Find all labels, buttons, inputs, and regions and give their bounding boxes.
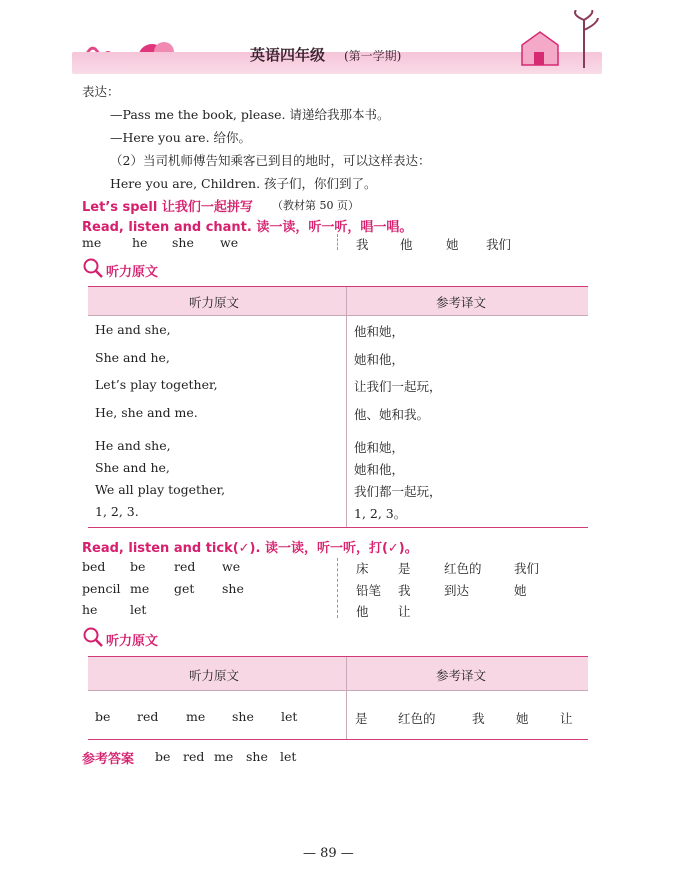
intro-line-4: （2）当司机师傅告知乘客已到目的地时，可以这样表达： xyxy=(110,153,431,168)
chant-instruction: Read, listen and chant. 读一读，听一听，唱一唱。 xyxy=(82,220,413,235)
table-cell: 是 xyxy=(355,711,368,726)
table-header-translation: 参考译文 xyxy=(436,295,487,310)
table-cell: 他和她， xyxy=(354,440,405,455)
table-cell: He, she and me. xyxy=(95,405,198,420)
page-number: — 89 — xyxy=(303,846,354,861)
table-header-row xyxy=(88,287,588,315)
table-cell: 他、她和我。 xyxy=(354,407,430,422)
answer-word: be xyxy=(155,749,171,764)
chant-translation: 我 xyxy=(356,237,369,252)
tick-word: we xyxy=(222,559,241,574)
chant-word: he xyxy=(132,235,148,250)
intro-line-5: Here you are, Children. 孩子们，你们到了。 xyxy=(110,176,377,191)
table-cell: 红色的 xyxy=(398,711,436,726)
table-header-row xyxy=(88,657,588,690)
table-cell: 我 xyxy=(472,711,485,726)
listening-script-label: 听力原文 xyxy=(106,634,159,649)
chant-translation: 他 xyxy=(400,237,413,252)
intro-line-3: —Here you are. 给你。 xyxy=(110,130,252,145)
answer-label: 参考答案 xyxy=(82,752,135,767)
tick-word: be xyxy=(130,559,146,574)
table-header-script: 听力原文 xyxy=(189,668,240,683)
table-column-divider xyxy=(346,657,347,739)
table-cell: She and he, xyxy=(95,460,170,475)
table-header-translation: 参考译文 xyxy=(436,668,487,683)
book-title: 英语四年级 xyxy=(250,46,326,64)
tick-word: get xyxy=(174,581,195,596)
table-header-script: 听力原文 xyxy=(189,295,240,310)
tick-translation: 床 xyxy=(356,561,369,576)
tick-word: red xyxy=(174,559,196,574)
textbook-page-ref: （教材第 50 页） xyxy=(272,199,359,212)
page-header xyxy=(72,10,602,72)
listening-script-label: 听力原文 xyxy=(106,265,159,280)
table-cell: 她 xyxy=(516,711,529,726)
table-cell: she xyxy=(232,709,254,724)
table-cell: She and he, xyxy=(95,350,170,365)
tick-translation: 铅笔 xyxy=(356,583,382,598)
tick-word: she xyxy=(222,581,244,596)
tick-word: pencil xyxy=(82,581,121,596)
chant-word: me xyxy=(82,235,102,250)
table-cell: red xyxy=(137,709,159,724)
tick-translation: 我们 xyxy=(514,561,540,576)
table-cell: me xyxy=(186,709,206,724)
tick-word: let xyxy=(130,602,147,617)
table-cell: 我们都一起玩， xyxy=(354,484,442,499)
chant-translation: 她 xyxy=(446,237,459,252)
table-cell: Let’s play together, xyxy=(95,377,218,392)
tick-word: he xyxy=(82,602,98,617)
chant-translation: 我们 xyxy=(486,237,512,252)
table-cell: 1, 2, 3。 xyxy=(354,506,407,521)
tick-instruction: Read, listen and tick(✓). 读一读，听一听，打(✓)。 xyxy=(82,541,418,556)
chant-word: she xyxy=(172,235,194,250)
tick-translation: 让 xyxy=(398,604,411,619)
table-cell: 让我们一起玩， xyxy=(354,379,442,394)
answer-word: me xyxy=(214,749,234,764)
tick-translation: 是 xyxy=(398,561,411,576)
tick-translation: 红色的 xyxy=(444,561,482,576)
chant-word: we xyxy=(220,235,239,250)
table-cell: 让 xyxy=(560,711,573,726)
table-cell: let xyxy=(281,709,298,724)
answer-word: red xyxy=(183,749,205,764)
intro-line-1: 表达： xyxy=(82,84,120,99)
house-icon xyxy=(502,10,602,70)
table-cell: He and she, xyxy=(95,438,171,453)
table-cell: He and she, xyxy=(95,322,171,337)
table-header-line xyxy=(88,690,588,691)
table-cell: We all play together, xyxy=(95,482,226,497)
tick-word: me xyxy=(130,581,150,596)
answer-word: she xyxy=(246,749,268,764)
divider xyxy=(337,558,338,618)
table-cell: 1, 2, 3. xyxy=(95,504,139,519)
tick-word: bed xyxy=(82,559,106,574)
magnifier-icon xyxy=(82,626,104,648)
tick-translation: 我 xyxy=(398,583,411,598)
tick-translation: 到达 xyxy=(444,583,470,598)
table-cell: be xyxy=(95,709,111,724)
intro-line-2: —Pass me the book, please. 请递给我那本书。 xyxy=(110,107,390,122)
table-cell: 她和他， xyxy=(354,462,405,477)
magnifier-icon xyxy=(82,257,104,279)
answer-word: let xyxy=(280,749,297,764)
tick-translation: 她 xyxy=(514,583,527,598)
divider xyxy=(337,234,338,250)
table-cell: 她和他， xyxy=(354,352,405,367)
table-header-line xyxy=(88,315,588,316)
section-title-spell: Let’s spell 让我们一起拼写 xyxy=(82,200,253,215)
table-border-bottom xyxy=(88,739,588,740)
tick-translation: 他 xyxy=(356,604,369,619)
book-subtitle: (第一学期) xyxy=(344,49,402,63)
table-cell: 他和她， xyxy=(354,324,405,339)
table-column-divider xyxy=(346,287,347,527)
table-border-bottom xyxy=(88,527,588,528)
